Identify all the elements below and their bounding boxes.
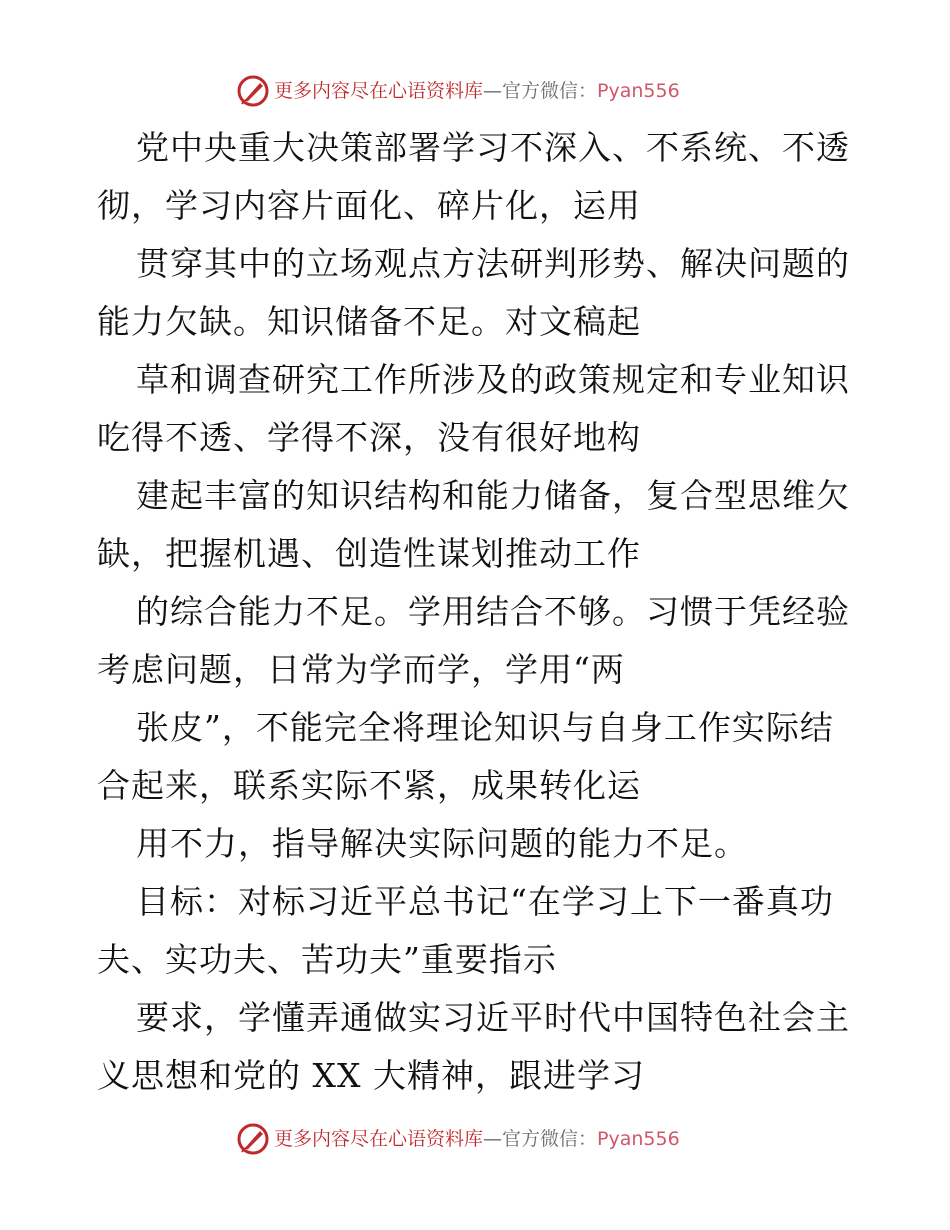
banner-text <box>274 1122 680 1156</box>
body-line: 能力欠缺。知识储备不足。对文稿起 <box>97 302 641 341</box>
banner-text <box>274 74 680 108</box>
body-line: 吃得不透、学得不深，没有很好地构 <box>97 418 641 457</box>
body-line: 张皮”，不能完全将理论知识与自身工作实际结 <box>136 708 834 747</box>
banner-wechat-id: Pyan556 <box>597 1128 680 1150</box>
body-line: 贯穿其中的立场观点方法研判形势、解决问题的 <box>136 244 850 283</box>
body-line: 考虑问题，日常为学而学，学用“两 <box>97 650 625 689</box>
body-line: 草和调查研究工作所涉及的政策规定和专业知识 <box>136 360 850 399</box>
quill-logo-icon <box>236 1122 270 1156</box>
body-line: 彻，学习内容片面化、碎片化，运用 <box>97 186 641 225</box>
body-line: 义思想和党的 XX 大精神，跟进学习 <box>97 1056 645 1095</box>
header-banner <box>236 74 756 108</box>
body-line: 建起丰富的知识结构和能力储备，复合型思维欠 <box>136 476 850 515</box>
banner-title: 更多内容尽在心语资料库 <box>274 1128 484 1150</box>
body-line: 党中央重大决策部署学习不深入、不系统、不透 <box>136 128 850 167</box>
banner-wechat-label: —官方微信： <box>483 80 598 102</box>
body-line: 目标：对标习近平总书记“在学习上下一番真功 <box>136 882 834 921</box>
body-line: 合起来，联系实际不紧，成果转化运 <box>97 766 641 805</box>
body-line: 要求，学懂弄通做实习近平时代中国特色社会主 <box>136 998 850 1037</box>
banner-wechat-id: Pyan556 <box>597 80 680 102</box>
quill-logo-icon <box>236 74 270 108</box>
banner-wechat-label: —官方微信： <box>483 1128 598 1150</box>
body-line: 的综合能力不足。学用结合不够。习惯于凭经验 <box>136 592 850 631</box>
banner-title: 更多内容尽在心语资料库 <box>274 80 484 102</box>
body-line: 夫、实功夫、苦功夫”重要指示 <box>97 940 557 979</box>
footer-banner <box>236 1122 756 1156</box>
body-line: 缺，把握机遇、创造性谋划推动工作 <box>97 534 641 573</box>
body-line: 用不力，指导解决实际问题的能力不足。 <box>136 824 748 863</box>
